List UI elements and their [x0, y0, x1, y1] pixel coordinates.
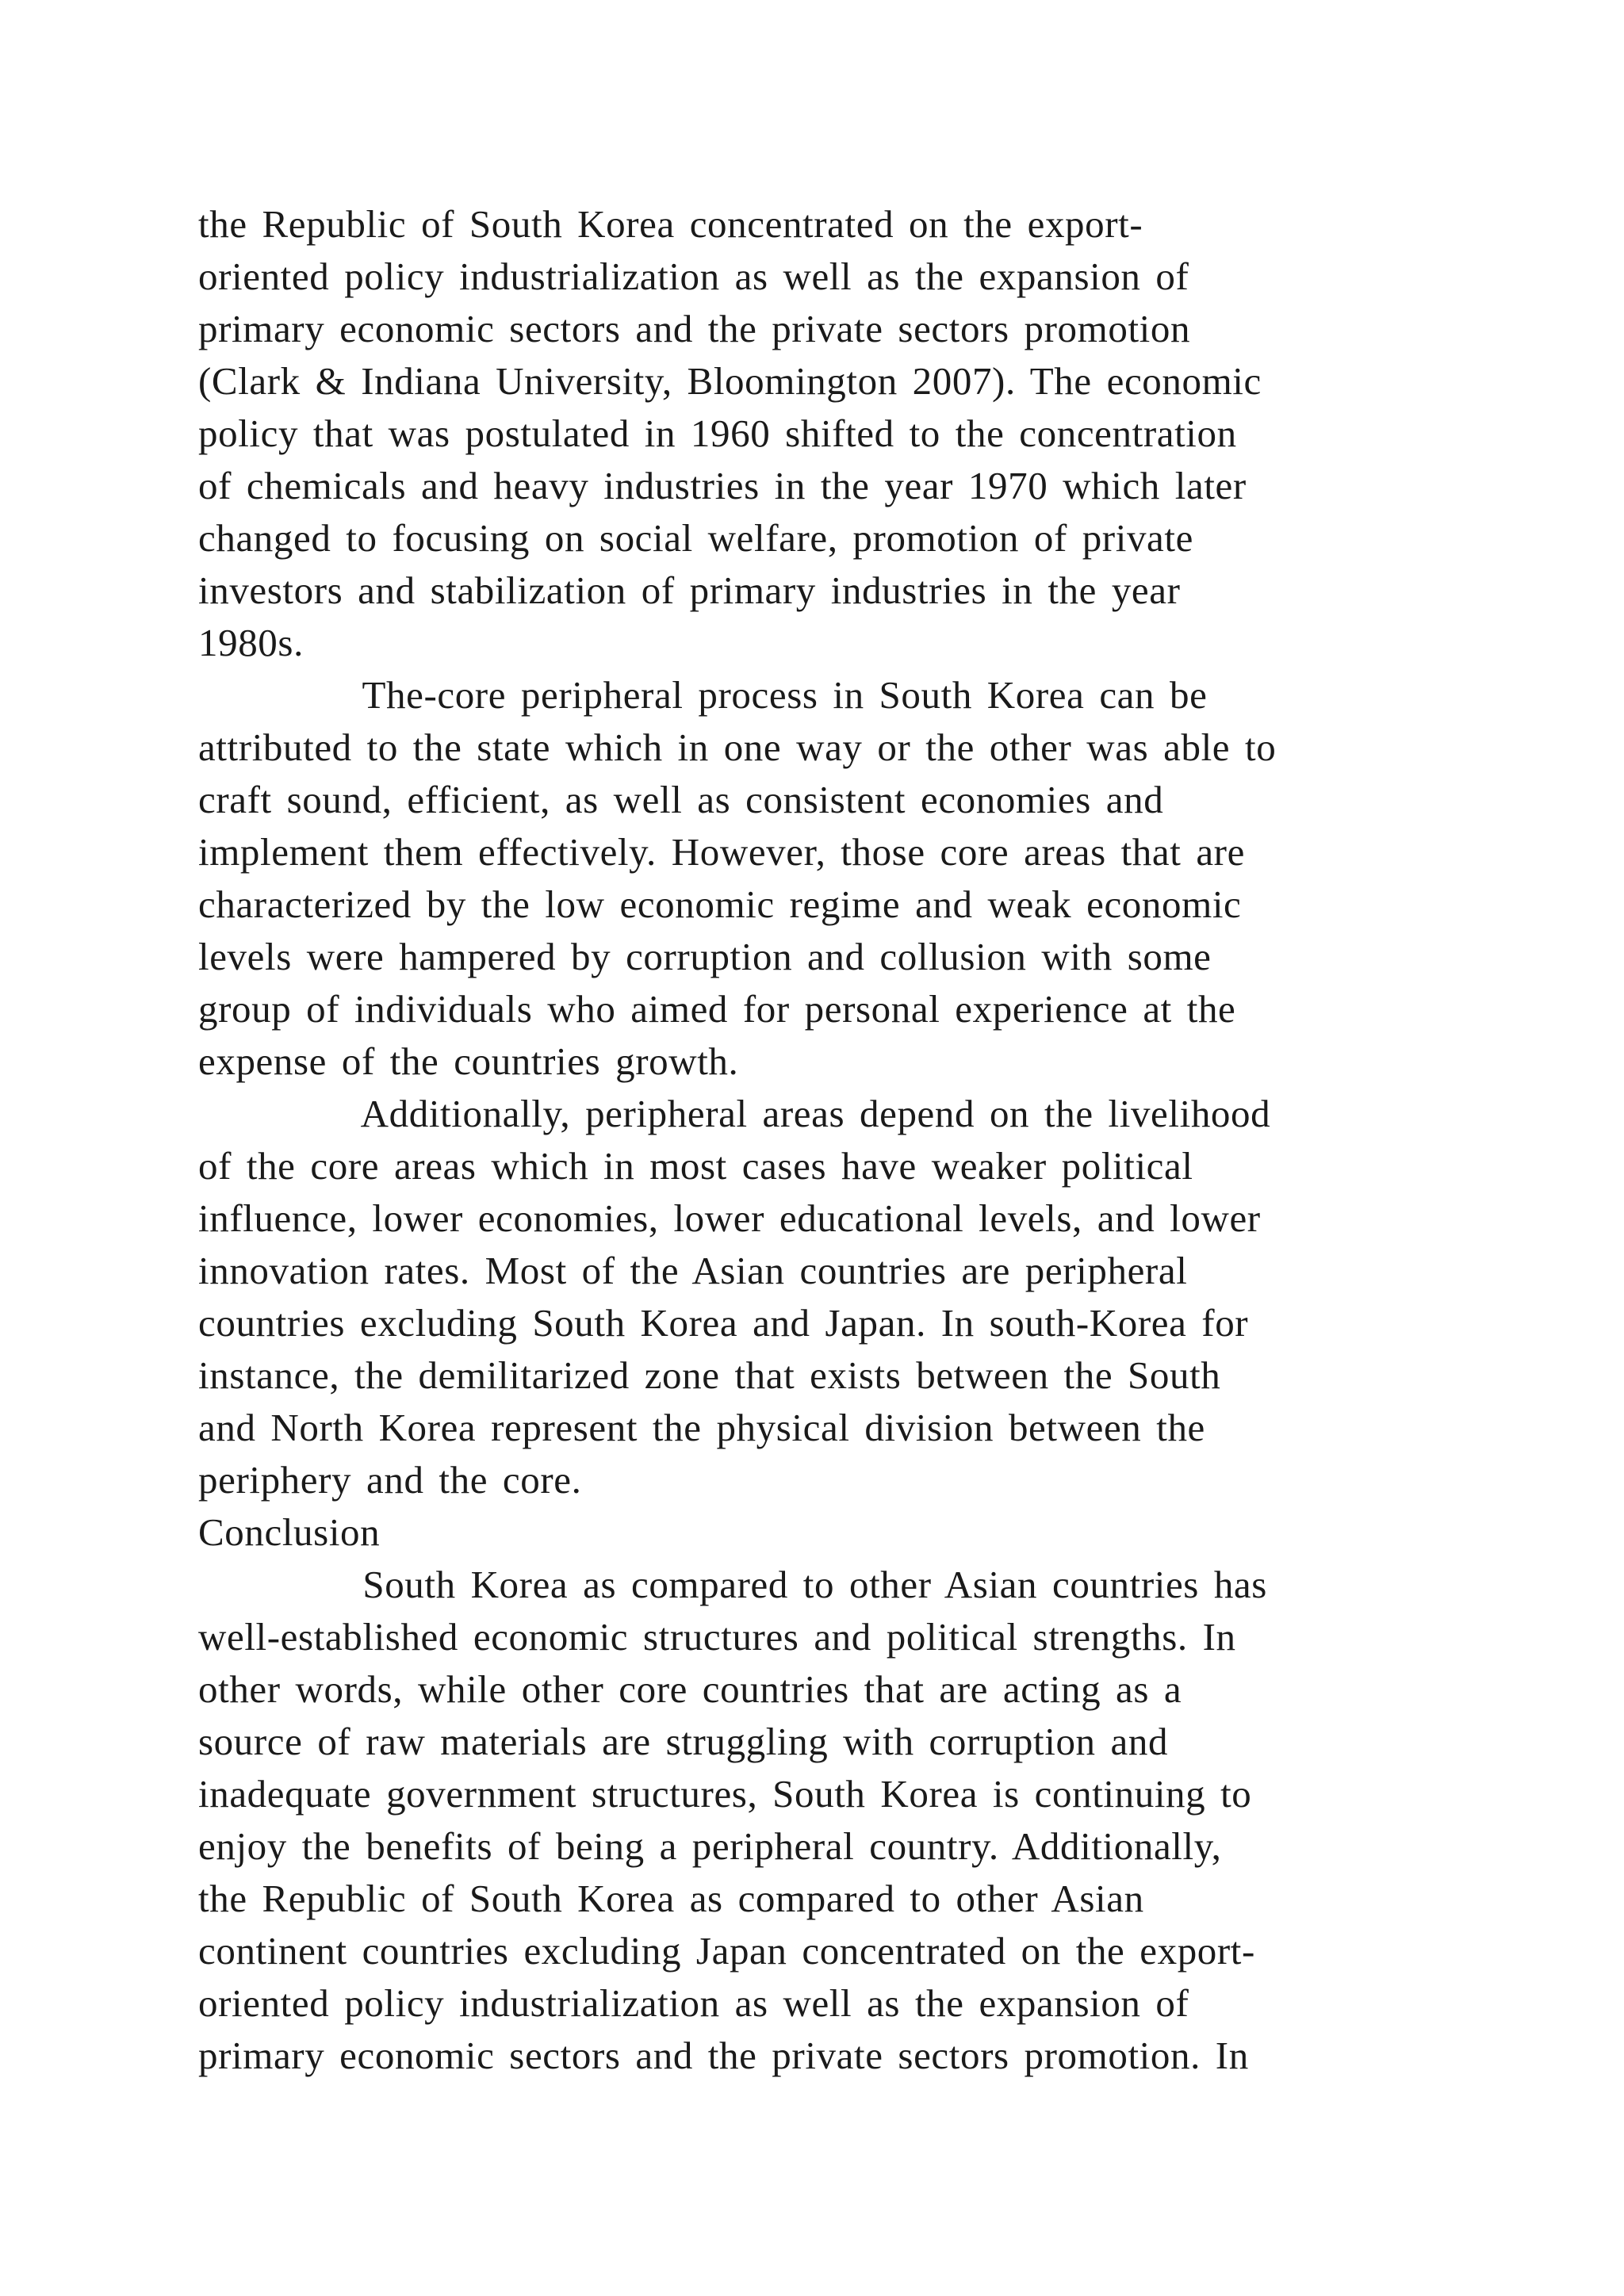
section-heading-conclusion: Conclusion: [198, 1510, 381, 1554]
text-line: characterized by the low economic regime and weak economic: [198, 882, 1242, 926]
text-line: primary economic sectors and the private sectors promotion. In: [198, 2034, 1249, 2077]
text-line: investors and stabilization of primary industries in the year: [198, 568, 1181, 612]
text-line: source of raw materials are struggling with corruption and: [198, 1720, 1169, 1763]
text-line: instance, the demilitarized zone that exists between the South: [198, 1353, 1221, 1397]
text-line: other words, while other core countries that are acting as a: [198, 1667, 1182, 1711]
text-line: levels were hampered by corruption and collusion with some: [198, 935, 1212, 978]
text-line: changed to focusing on social welfare, promotion of private: [198, 516, 1193, 560]
text-line: craft sound, efficient, as well as consistent economies and: [198, 778, 1164, 821]
text-line: countries excluding South Korea and Japan. In south-Korea for: [198, 1301, 1249, 1345]
text-line: 1980s.: [198, 621, 304, 664]
text-line: implement them effectively. However, those core areas that are: [198, 830, 1245, 874]
text-line: policy that was postulated in 1960 shifted to the concentration: [198, 411, 1237, 455]
text-line: the Republic of South Korea concentrated on the export-: [198, 202, 1143, 246]
text-line: South Korea as compared to other Asian countries has: [198, 1563, 1267, 1606]
text-line: expense of the countries growth.: [198, 1039, 739, 1083]
text-line: oriented policy industrialization as well as the expansion of: [198, 1981, 1189, 2025]
text-line: The-core peripheral process in South Korea can be: [198, 673, 1208, 717]
text-line: influence, lower economies, lower educational levels, and lower: [198, 1196, 1261, 1240]
text-line: of chemicals and heavy industries in the year 1970 which later: [198, 464, 1247, 507]
text-line: continent countries excluding Japan concentrated on the export-: [198, 1929, 1255, 1973]
text-line: attributed to the state which in one way or the other was able to: [198, 725, 1277, 769]
text-line: and North Korea represent the physical division between the: [198, 1406, 1205, 1449]
text-line: the Republic of South Korea as compared to other Asian: [198, 1877, 1144, 1920]
text-line: well-established economic structures and political strengths. In: [198, 1615, 1236, 1659]
text-line: primary economic sectors and the private sectors promotion: [198, 307, 1191, 350]
text-line: enjoy the benefits of being a peripheral country. Additionally,: [198, 1824, 1222, 1868]
text-line: innovation rates. Most of the Asian countries are peripheral: [198, 1249, 1188, 1292]
body-text: [198, 198, 1435, 2082]
text-line: group of individuals who aimed for personal experience at the: [198, 987, 1236, 1031]
text-line: of the core areas which in most cases have weaker political: [198, 1144, 1193, 1188]
text-line: periphery and the core.: [198, 1458, 582, 1502]
text-line: (Clark & Indiana University, Bloomington 2007). The economic: [198, 359, 1262, 403]
text-line: oriented policy industrialization as well as the expansion of: [198, 254, 1189, 298]
text-line: Additionally, peripheral areas depend on the livelihood: [198, 1092, 1271, 1135]
text-line: inadequate government structures, South Korea is continuing to: [198, 1772, 1252, 1816]
